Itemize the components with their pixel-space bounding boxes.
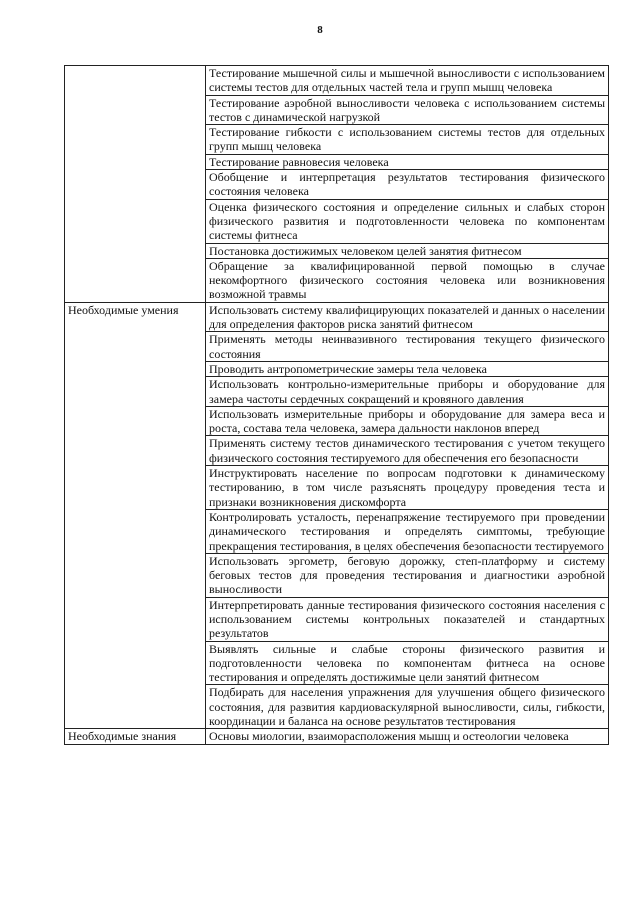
table-cell: Использовать контрольно-измерительные приборы и оборудование для замера частоты сердечных сокращений и кровяного давления xyxy=(206,377,609,407)
table-cell: Обобщение и интерпретация результатов тестирования физического состояния человека xyxy=(206,170,609,200)
group-label xyxy=(65,66,206,303)
table-cell: Постановка достижимых человеком целей занятия фитнесом xyxy=(206,243,609,258)
table-cell: Проводить антропометрические замеры тела человека xyxy=(206,361,609,376)
table-row xyxy=(65,729,609,744)
table-cell: Инструктировать население по вопросам подготовки к динамическому тестированию, в том числе разъяснять процедуру проведения теста и признаки возникновения дискомфорта xyxy=(206,466,609,510)
group-label: Необходимые знания xyxy=(65,729,206,744)
group-label: Необходимые умения xyxy=(65,302,206,729)
table-cell: Тестирование аэробной выносливости человека с использованием системы тестов с динамической нагрузкой xyxy=(206,95,609,125)
table-cell: Тестирование гибкости с использованием системы тестов для отдельных групп мышц человека xyxy=(206,125,609,155)
table-row xyxy=(65,66,609,96)
requirements-table xyxy=(64,65,609,745)
table-cell: Применять методы неинвазивного тестирования текущего физического состояния xyxy=(206,332,609,362)
table-cell: Использовать систему квалифицирующих показателей и данных о населении для определения факторов риска занятий фитнесом xyxy=(206,302,609,332)
table-row xyxy=(65,302,609,332)
table-cell: Интерпретировать данные тестирования физического состояния населения с использованием системы контрольных показателей и стандартных результатов xyxy=(206,597,609,641)
table-cell: Основы миологии, взаиморасположения мышц и остеологии человека xyxy=(206,729,609,744)
table-cell: Тестирование мышечной силы и мышечной выносливости с использованием системы тестов для отдельных частей тела и групп мышц человека xyxy=(206,66,609,96)
table-cell: Тестирование равновесия человека xyxy=(206,154,609,169)
table-cell: Использовать эргометр, беговую дорожку, степ-платформу и систему беговых тестов для проведения тестирования и диагностики аэробной выносливости xyxy=(206,553,609,597)
table-cell: Оценка физического состояния и определение сильных и слабых сторон физического развития и подготовленности человека по компонентам системы фитнеса xyxy=(206,199,609,243)
table-cell: Выявлять сильные и слабые стороны физического развития и подготовленности человека по компонентам фитнеса на основе тестирования и определять достижимые цели занятий фитнесом xyxy=(206,641,609,685)
table-cell: Обращение за квалифицированной первой помощью в случае некомфортного физического состояния человека или возникновения возможной травмы xyxy=(206,258,609,302)
table-cell: Применять систему тестов динамического тестирования с учетом текущего физического состояния тестируемого для обеспечения его безопасности xyxy=(206,436,609,466)
page-number: 8 xyxy=(317,24,323,36)
table-cell: Использовать измерительные приборы и оборудование для замера веса и роста, состава тела человека, замера дальности наклонов вперед xyxy=(206,406,609,436)
table-cell: Контролировать усталость, перенапряжение тестируемого при проведении динамического тестирования и определять симптомы, требующие прекращения тестирования, в целях обеспечения безопасности тестируемого xyxy=(206,509,609,553)
table-cell: Подбирать для населения упражнения для улучшения общего физического состояния, для развития кардиоваскулярной выносливости, силы, гибкости, координации и баланса на основе результатов тестирования xyxy=(206,685,609,729)
